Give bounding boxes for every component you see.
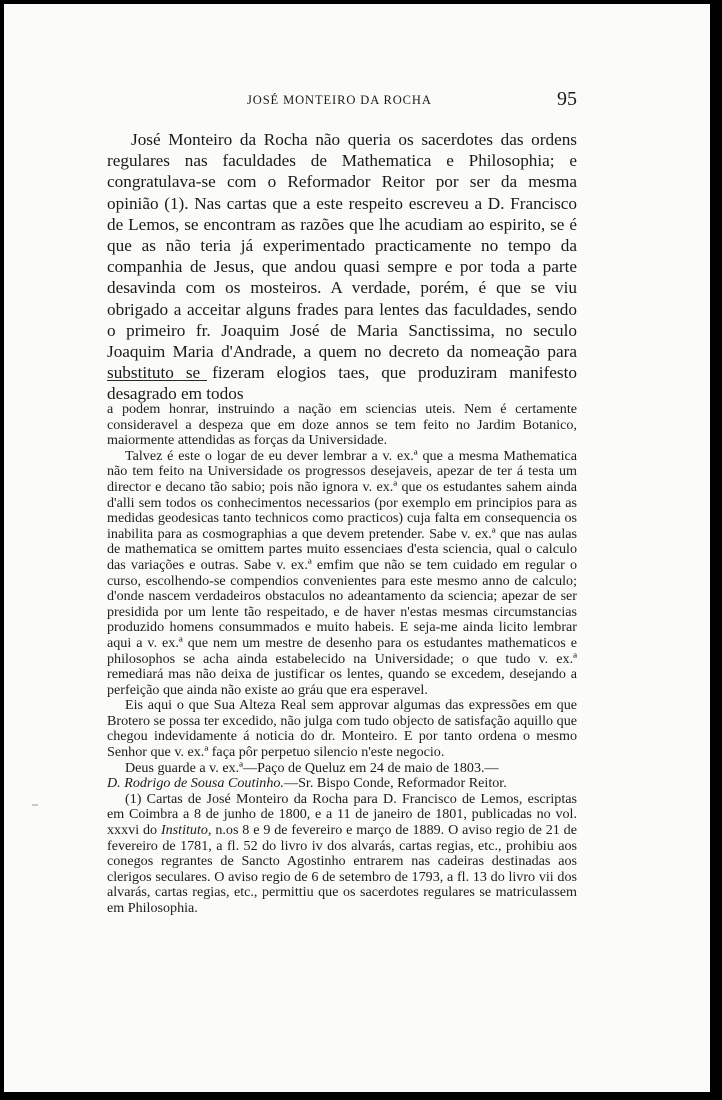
note1-instituto: Instituto, bbox=[160, 822, 212, 839]
note1-text-part1: (1) Cartas de José Monteiro da Rocha para D. Francisco de Lemos, escriptas em Coimbra a 8 de junho de 1800, e a 11 de janeiro de 1801, publicadas no vol. xxxvi do bbox=[107, 790, 577, 839]
footnote-signature bbox=[107, 776, 577, 792]
footnotes bbox=[107, 402, 577, 917]
footnote-separator bbox=[107, 380, 207, 381]
signature-rest: —Sr. Bispo Conde, Reformador Reitor. bbox=[283, 775, 507, 792]
page-number: 95 bbox=[557, 88, 577, 110]
scanned-page bbox=[4, 4, 710, 1092]
footnote-paragraph-talvez: Talvez é este o logar de eu dever lembrar a v. ex.ª que a mesma Mathematica não tem feito na Universidade os progressos desejaveis, apezar de ter á testa um director e decano tão sabio; pois não ignora v. ex.ª que os estudantes sahem ainda d'alli sem todos os conhecimentos necessarios (por exemplo em principios para as medidas geodesicas tanto technicos como practicos) cuja falta em consequencia os inabilita para as cosmographias a que devem pretender. Sabe v. ex.ª que nas aulas de mathematica se omittem partes muito essenciaes d'esta sciencia, qual o calculo das variações e outras. Sabe v. ex.ª emfim que não se tem cuidado em regular o curso, escolhendo-se compendios convenientes para este mesmo anno de calculo; d'onde nascem verdadeiros obstaculos no adeantamento da sciencia; apezar de ser presidida por um lente tão respeitado, e de haver n'estas mesmas circumstancias produzido homens consummados e muito habeis. E seja-me ainda licito lembrar aqui a v. ex.ª que nem um mestre de desenho para os estudantes mathematicos e philosophos se acha ainda estabelecido na Universidade; o que tudo v. ex.ª remediará mas não deixa de justificar os lentes, quando se excedem, desejando a perfeição que ainda não existe ao gráu que era esperavel. bbox=[107, 447, 577, 698]
main-paragraph: José Monteiro da Rocha não queria os sacerdotes das ordens regulares nas faculdades de Mathematica e Philosophia; e congratulava-se com o Reformador Reitor por ser da mesma opinião (1). Nas cartas que a este respeito escreveu a D. Francisco de Lemos, se encontram as razões que lhe acudiam ao espirito, se é que as não teria já experimentado practicamente no tempo da companhia de Jesus, que andou quasi sempre e por toda a parte desavinda com os mosteiros. A verdade, porém, é que se viu obrigado a acceitar alguns frades para lentes das faculdades, sendo o primeiro fr. Joaquim José de Maria Sanctissima, no seculo Joaquim Maria d'Andrade, a quem no decreto da nomeação para substituto se fizeram elogios taes, que produziram manifesto desagrado em todos bbox=[107, 130, 577, 404]
note1-text-part2: n.os 8 e 9 de fevereiro e março de 1889. O aviso regio de 21 de fevereiro de 1781, a fl. 52 do livro iv dos alvarás, cartas regias, etc., prohibiu aos conegos regrantes de Sancto Agostinho entrarem nas cadeiras destinadas aos clerigos seculares. O aviso regio de 6 de setembro de 1793, a fl. 13 do livro vii dos alvarás, cartas regias, etc., permittiu que os sacerdotes regulares se matriculassem em Philosophia. bbox=[107, 822, 577, 916]
page-header bbox=[107, 90, 585, 114]
footnote-continuation: a podem honrar, instruindo a nação em sciencias uteis. Nem é certamente consideravel a despeza que em doze annos se tem feito no Jardim Botanico, maiormente attendidas as forças da Universidade. bbox=[107, 401, 577, 449]
footnote-paragraph-eis: Eis aqui o que Sua Alteza Real sem approvar algumas das expressões em que Brotero se possa ter excedido, não julga com tudo objecto de satisfação aquillo que chegou indevidamente á noticia do dr. Monteiro. E por tanto ordena o mesmo Senhor que v. ex.ª faça pôr perpetuo silencio n'este negocio. bbox=[107, 697, 577, 761]
signature-name: D. Rodrigo de Sousa Coutinho. bbox=[107, 775, 284, 792]
margin-mark bbox=[32, 804, 38, 806]
footnote-paragraph-deus: Deus guarde a v. ex.ª—Paço de Queluz em 24 de maio de 1803.— bbox=[125, 759, 499, 776]
running-head: JOSÉ MONTEIRO DA ROCHA bbox=[247, 93, 432, 107]
footnote-note-1 bbox=[107, 792, 577, 917]
